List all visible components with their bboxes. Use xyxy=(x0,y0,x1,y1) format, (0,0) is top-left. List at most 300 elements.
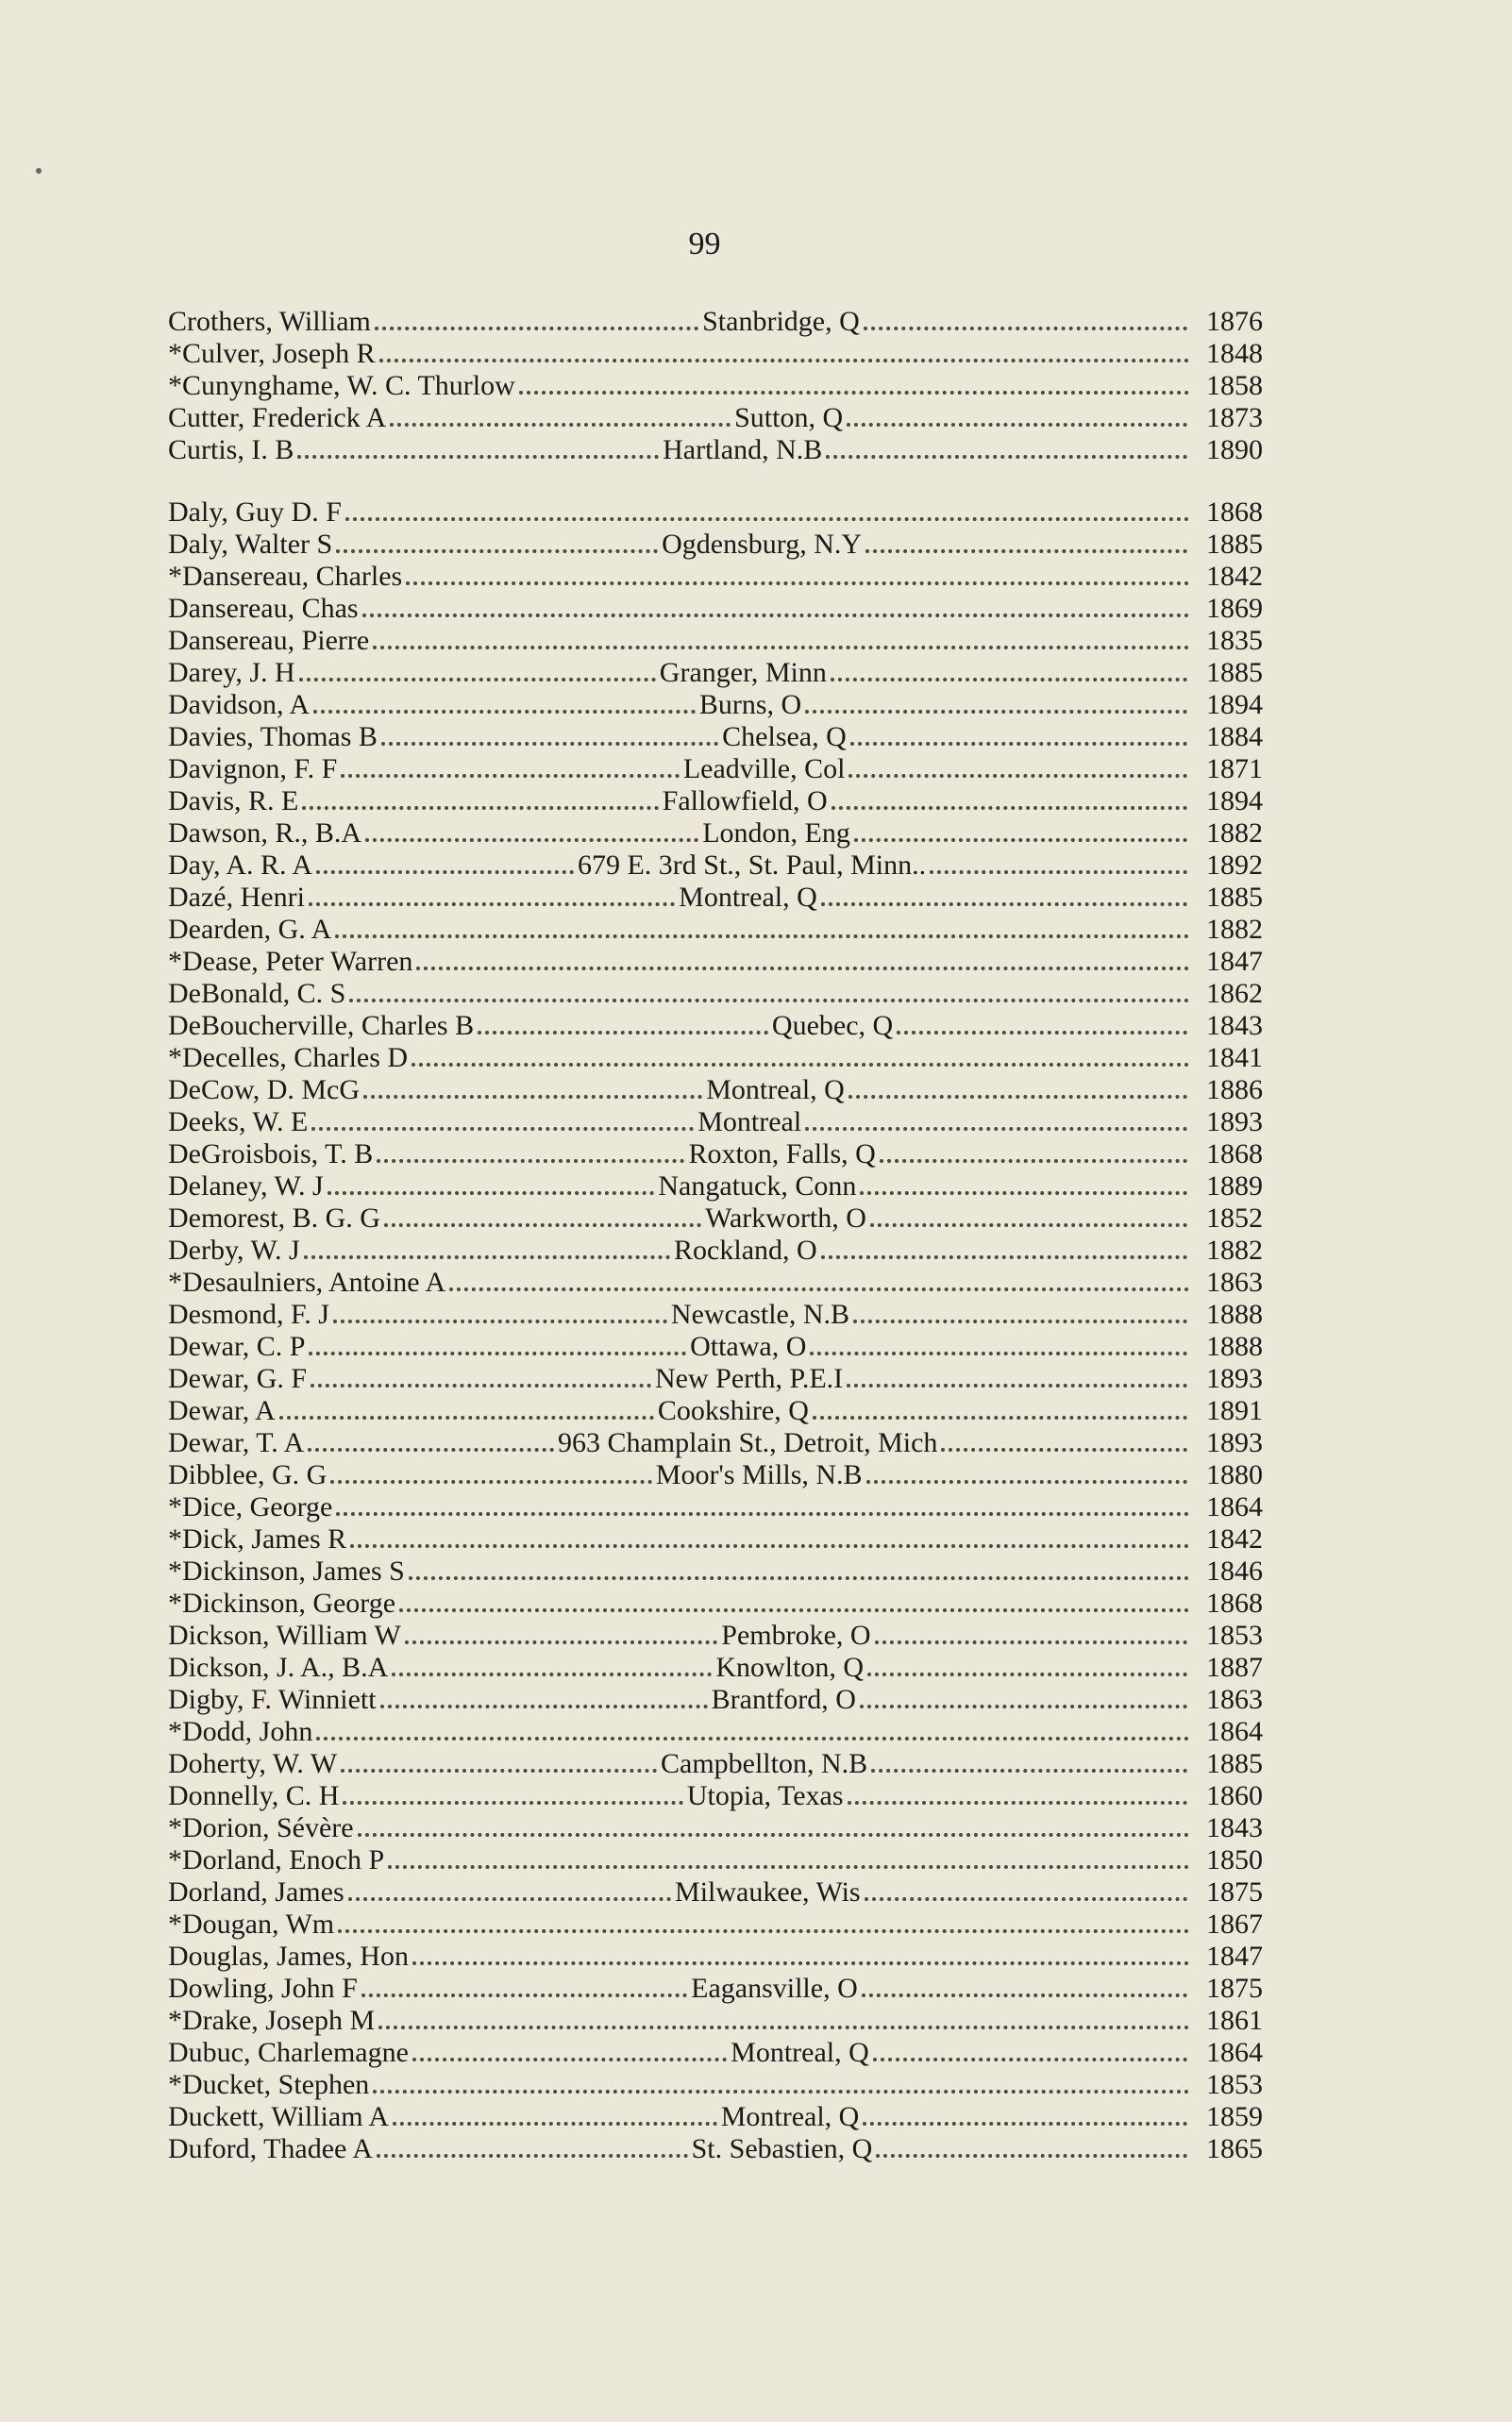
member-residence: Knowlton, Q xyxy=(715,1652,865,1683)
dot-leader xyxy=(848,1095,1187,1099)
dot-leader xyxy=(378,2026,1189,2029)
member-name: Dewar, A xyxy=(168,1395,276,1426)
dot-leader xyxy=(316,870,574,874)
member-residence: Leadville, Col xyxy=(682,753,846,784)
member-name: *Dansereau, Charles xyxy=(168,561,403,592)
member-name: Donnelly, C. H xyxy=(168,1780,340,1811)
dot-leader xyxy=(361,1993,687,1997)
dot-leader xyxy=(304,1255,670,1259)
member-year: 1868 xyxy=(1206,496,1263,528)
dot-leader xyxy=(299,678,656,681)
member-year: 1890 xyxy=(1206,434,1263,465)
register-section xyxy=(168,496,1263,2165)
member-residence: Warkworth, O xyxy=(705,1203,866,1234)
dot-leader xyxy=(865,1897,1187,1901)
register-entry xyxy=(168,2101,1263,2133)
dot-leader xyxy=(399,1608,1189,1612)
register-entry xyxy=(168,625,1263,657)
dot-leader xyxy=(850,742,1187,746)
member-name: Dewar, G. F xyxy=(168,1363,308,1394)
register-entry xyxy=(168,402,1263,434)
dot-leader xyxy=(875,1640,1187,1644)
register-entry xyxy=(168,1523,1263,1556)
dot-leader xyxy=(350,1544,1189,1548)
dot-leader xyxy=(860,1705,1187,1708)
dot-leader xyxy=(362,614,1189,617)
dot-leader xyxy=(336,549,658,553)
register-entry xyxy=(168,657,1263,689)
member-residence: Ottawa, O xyxy=(690,1331,807,1362)
member-name: Digby, F. Winniett xyxy=(168,1684,377,1715)
member-name: Duford, Thadee A xyxy=(168,2133,373,2164)
dot-leader xyxy=(309,1352,686,1355)
dot-leader xyxy=(309,902,675,906)
register-entry xyxy=(168,1812,1263,1844)
dot-leader xyxy=(405,1640,717,1644)
member-residence: New Perth, P.E.I xyxy=(654,1363,844,1394)
member-year: 1859 xyxy=(1206,2101,1263,2132)
member-name: Demorest, B. G. G xyxy=(168,1203,380,1234)
register-entry xyxy=(168,753,1263,785)
register-entry xyxy=(168,1074,1263,1106)
member-name: *Dick, James R xyxy=(168,1523,347,1555)
member-residence: Fallowfield, O xyxy=(662,785,828,816)
member-name: Dazé, Henri xyxy=(168,882,305,913)
dot-leader xyxy=(519,391,1189,395)
member-year: 1894 xyxy=(1206,785,1263,816)
member-year: 1835 xyxy=(1206,625,1263,656)
member-year: 1864 xyxy=(1206,2037,1263,2068)
member-residence: Cookshire, Q xyxy=(657,1395,809,1426)
dot-leader xyxy=(313,710,696,714)
member-year: 1886 xyxy=(1206,1074,1264,1105)
member-name: DeCow, D. McG xyxy=(168,1074,361,1105)
member-year: 1861 xyxy=(1206,2005,1263,2036)
member-name: Delaney, W. J xyxy=(168,1170,324,1202)
member-name: Dewar, C. P xyxy=(168,1331,306,1362)
register-entry xyxy=(168,1652,1263,1684)
member-residence: Rockland, O xyxy=(674,1235,817,1266)
dot-leader xyxy=(854,838,1187,842)
member-residence: Sutton, Q xyxy=(734,402,844,433)
member-name: *Culver, Joseph R xyxy=(168,338,376,369)
register-entry xyxy=(168,1363,1263,1395)
dot-leader xyxy=(328,1191,655,1195)
member-year: 1873 xyxy=(1206,402,1263,433)
dot-leader xyxy=(860,1191,1187,1195)
dot-leader xyxy=(871,1769,1187,1773)
member-residence: Quebec, Q xyxy=(771,1010,894,1041)
register-entry xyxy=(168,1780,1263,1812)
member-name: Dickson, J. A., B.A xyxy=(168,1652,389,1683)
member-name: Desmond, F. J xyxy=(168,1299,329,1330)
dot-leader xyxy=(805,710,1187,714)
register-entry xyxy=(168,1106,1263,1138)
member-year: 1871 xyxy=(1206,753,1264,784)
member-residence: Campbellton, N.B xyxy=(661,1748,868,1779)
member-year: 1885 xyxy=(1206,657,1263,688)
member-residence: Pembroke, O xyxy=(721,1620,871,1651)
member-name: Doherty, W. W xyxy=(168,1748,338,1779)
dot-leader xyxy=(311,1127,694,1131)
member-name: Derby, W. J xyxy=(168,1235,300,1266)
member-name: Dibblee, G. G xyxy=(168,1459,328,1490)
dot-leader xyxy=(847,423,1187,427)
dot-leader xyxy=(363,1095,702,1099)
member-year: 1888 xyxy=(1206,1299,1264,1330)
register-entry xyxy=(168,1427,1263,1459)
member-residence: Newcastle, N.B xyxy=(670,1299,850,1330)
member-residence: Milwaukee, Wis xyxy=(675,1876,861,1908)
register-entry xyxy=(168,1395,1263,1427)
member-residence: Hartland, N.B xyxy=(663,434,823,465)
member-year: 1882 xyxy=(1206,914,1263,945)
member-name: Dawson, R., B.A xyxy=(168,817,362,849)
member-year: 1894 xyxy=(1206,689,1263,720)
member-year: 1891 xyxy=(1206,1395,1264,1426)
dot-leader xyxy=(377,2154,688,2158)
dot-leader xyxy=(941,1448,1187,1452)
page-number: 99 xyxy=(688,227,721,261)
dot-leader xyxy=(308,1448,554,1452)
member-name: Crothers, William xyxy=(168,306,371,337)
member-residence: 679 E. 3rd St., St. Paul, Minn.. xyxy=(577,849,927,881)
member-name: Daly, Walter S xyxy=(168,529,333,560)
dot-leader xyxy=(880,1159,1187,1163)
register-entry xyxy=(168,1684,1263,1716)
dot-leader xyxy=(341,1769,657,1773)
member-year: 1847 xyxy=(1206,946,1263,977)
register-entry xyxy=(168,2069,1263,2101)
register-entry xyxy=(168,1844,1263,1876)
member-residence: Montreal, Q xyxy=(720,2101,860,2132)
member-name: Davignon, F. F xyxy=(168,753,338,784)
member-name: Dearden, G. A xyxy=(168,914,332,945)
member-name: Dowling, John F xyxy=(168,1973,358,2004)
member-year: 1846 xyxy=(1206,1556,1263,1587)
dot-leader xyxy=(813,1416,1187,1420)
member-year: 1885 xyxy=(1206,529,1263,560)
register-entry xyxy=(168,1170,1263,1203)
dot-leader xyxy=(870,1223,1187,1227)
dot-leader xyxy=(377,1159,684,1163)
member-year: 1850 xyxy=(1206,1844,1263,1875)
member-name: Davies, Thomas B xyxy=(168,721,378,752)
register-entry xyxy=(168,946,1263,978)
dot-leader xyxy=(876,2154,1187,2158)
member-year: 1863 xyxy=(1206,1684,1264,1715)
dot-leader xyxy=(848,774,1187,778)
register-entry xyxy=(168,785,1263,817)
register-entry xyxy=(168,1876,1263,1909)
dot-leader xyxy=(832,806,1187,810)
member-year: 1888 xyxy=(1206,1331,1263,1362)
dot-leader xyxy=(897,1031,1187,1034)
member-residence: Ogdensburg, N.Y xyxy=(662,529,863,560)
member-residence: Utopia, Texas xyxy=(686,1780,844,1811)
register-entry xyxy=(168,434,1263,466)
register-entry xyxy=(168,338,1263,370)
register-entry xyxy=(168,721,1263,753)
dot-leader xyxy=(384,1223,701,1227)
dot-leader xyxy=(810,1352,1187,1355)
member-year: 1875 xyxy=(1206,1876,1264,1908)
dot-leader xyxy=(863,2122,1187,2126)
member-residence: Stanbridge, Q xyxy=(702,306,860,337)
dot-leader xyxy=(336,1512,1189,1516)
member-name: Dansereau, Pierre xyxy=(168,625,370,656)
dot-leader xyxy=(302,806,658,810)
member-name: *Ducket, Stephen xyxy=(168,2069,370,2100)
member-residence: Montreal xyxy=(697,1106,802,1137)
member-residence: St. Sebastien, Q xyxy=(691,2133,873,2164)
member-year: 1848 xyxy=(1206,338,1263,369)
member-residence: Roxton, Falls, Q xyxy=(688,1138,876,1169)
member-name: *Dorion, Sévère xyxy=(168,1812,354,1843)
member-year: 1893 xyxy=(1206,1106,1264,1137)
member-residence: Montreal, Q xyxy=(706,1074,845,1105)
member-year: 1847 xyxy=(1206,1941,1263,1972)
member-year: 1869 xyxy=(1206,593,1263,624)
dot-leader xyxy=(392,1673,712,1676)
member-year: 1853 xyxy=(1206,1620,1264,1651)
register-entry xyxy=(168,2005,1263,2037)
member-year: 1892 xyxy=(1206,849,1264,881)
register-entry xyxy=(168,1973,1263,2005)
dot-leader xyxy=(449,1287,1189,1291)
dot-leader xyxy=(865,549,1187,553)
member-name: Dansereau, Chas xyxy=(168,593,359,624)
dot-leader xyxy=(864,327,1187,330)
dot-leader xyxy=(826,455,1187,459)
member-year: 1853 xyxy=(1206,2069,1263,2100)
dot-leader xyxy=(862,1993,1187,1997)
member-name: *Dougan, Wm xyxy=(168,1909,335,1940)
register-entry xyxy=(168,1138,1263,1170)
member-year: 1884 xyxy=(1206,721,1264,752)
member-name: *Dickinson, George xyxy=(168,1588,396,1619)
member-residence: Nangatuck, Conn xyxy=(658,1170,857,1202)
member-name: *Decelles, Charles D xyxy=(168,1042,409,1073)
register-entry xyxy=(168,2037,1263,2069)
member-name: *Dodd, John xyxy=(168,1716,313,1747)
dot-leader xyxy=(380,1705,708,1708)
member-year: 1882 xyxy=(1206,817,1264,849)
member-year: 1889 xyxy=(1206,1170,1264,1202)
member-residence: Eagansville, O xyxy=(691,1973,858,2004)
member-year: 1868 xyxy=(1206,1588,1263,1619)
member-year: 1885 xyxy=(1206,1748,1263,1779)
member-name: Dubuc, Charlemagne xyxy=(168,2037,409,2068)
register-entry xyxy=(168,306,1263,338)
member-year: 1885 xyxy=(1206,882,1263,913)
member-year: 1875 xyxy=(1206,1973,1264,2004)
dot-leader xyxy=(867,1673,1187,1676)
dot-leader xyxy=(388,1865,1189,1869)
dot-leader xyxy=(393,2122,717,2126)
register-entry xyxy=(168,1203,1263,1235)
member-year: 1852 xyxy=(1206,1203,1264,1234)
member-name: Davidson, A xyxy=(168,689,310,720)
member-year: 1887 xyxy=(1206,1652,1263,1683)
member-name: Dewar, T. A xyxy=(168,1427,305,1458)
dot-leader xyxy=(311,1384,651,1388)
dot-leader xyxy=(831,678,1187,681)
register-section xyxy=(168,306,1263,466)
dot-leader xyxy=(316,1737,1189,1741)
dot-leader xyxy=(343,1801,682,1805)
register-entry xyxy=(168,1235,1263,1267)
register-entry xyxy=(168,1299,1263,1331)
member-name: Douglas, James, Hon xyxy=(168,1941,409,1972)
register-entry xyxy=(168,2133,1263,2165)
member-name: *Drake, Joseph M xyxy=(168,2005,376,2036)
dot-leader xyxy=(375,327,698,330)
member-name: *Dorland, Enoch P xyxy=(168,1844,385,1875)
member-year: 1842 xyxy=(1206,561,1263,592)
dot-leader xyxy=(805,1127,1187,1131)
member-name: Daly, Guy D. F xyxy=(168,496,342,528)
dot-leader xyxy=(409,1576,1189,1580)
member-name: Darey, J. H xyxy=(168,657,295,688)
dot-leader xyxy=(412,1961,1189,1965)
member-year: 1880 xyxy=(1206,1459,1264,1490)
dot-leader xyxy=(412,2058,727,2061)
register-entry xyxy=(168,529,1263,561)
dot-leader xyxy=(478,1031,768,1034)
dot-leader xyxy=(333,1320,667,1323)
member-residence: Montreal, Q xyxy=(731,2037,869,2068)
member-year: 1843 xyxy=(1206,1812,1263,1843)
dot-leader xyxy=(390,423,731,427)
member-year: 1882 xyxy=(1206,1235,1264,1266)
dot-leader xyxy=(873,2058,1187,2061)
member-year: 1864 xyxy=(1206,1716,1263,1747)
dot-leader xyxy=(930,870,1187,874)
register-entry xyxy=(168,1941,1263,1973)
register-entry xyxy=(168,882,1263,914)
member-year: 1862 xyxy=(1206,978,1263,1009)
member-year: 1842 xyxy=(1206,1523,1263,1555)
register-entry xyxy=(168,1716,1263,1748)
register-entry xyxy=(168,1331,1263,1363)
dot-leader xyxy=(349,999,1189,1002)
member-residence: Moor's Mills, N.B xyxy=(655,1459,863,1490)
register-entry xyxy=(168,978,1263,1010)
member-year: 1876 xyxy=(1206,306,1263,337)
member-residence: Granger, Minn xyxy=(659,657,827,688)
member-name: Curtis, I. B xyxy=(168,434,294,465)
register-entry xyxy=(168,849,1263,882)
register-entry xyxy=(168,370,1263,402)
dot-leader xyxy=(358,1833,1189,1837)
member-year: 1843 xyxy=(1206,1010,1263,1041)
dot-leader xyxy=(297,455,659,459)
member-year: 1893 xyxy=(1206,1427,1264,1458)
register-entry xyxy=(168,1491,1263,1523)
member-year: 1858 xyxy=(1206,370,1263,401)
member-name: *Dice, George xyxy=(168,1491,333,1522)
member-year: 1864 xyxy=(1206,1491,1263,1522)
register-entry xyxy=(168,1748,1263,1780)
register-entry xyxy=(168,1556,1263,1588)
dot-leader xyxy=(373,646,1189,649)
member-year: 1867 xyxy=(1206,1909,1263,1940)
register-entry xyxy=(168,817,1263,849)
member-residence: Chelsea, Q xyxy=(722,721,847,752)
ink-speck xyxy=(36,168,42,174)
register-entry xyxy=(168,1042,1263,1074)
member-year: 1868 xyxy=(1206,1138,1263,1169)
register-entry xyxy=(168,496,1263,529)
dot-leader xyxy=(341,774,680,778)
dot-leader xyxy=(381,742,718,746)
dot-leader xyxy=(866,1480,1187,1484)
member-residence: 963 Champlain St., Detroit, Mich xyxy=(557,1427,938,1458)
register-entry xyxy=(168,1010,1263,1042)
member-name: DeBonald, C. S xyxy=(168,978,346,1009)
dot-leader xyxy=(847,1384,1187,1388)
dot-leader xyxy=(330,1480,651,1484)
member-name: *Desaulniers, Antoine A xyxy=(168,1267,446,1298)
register-entry xyxy=(168,1588,1263,1620)
dot-leader xyxy=(365,838,698,842)
member-name: Dickson, William W xyxy=(168,1620,401,1651)
member-year: 1865 xyxy=(1206,2133,1263,2164)
register-entry xyxy=(168,1267,1263,1299)
member-name: Deeks, W. E xyxy=(168,1106,309,1137)
member-residence: Montreal, Q xyxy=(679,882,817,913)
dot-leader xyxy=(848,1801,1187,1805)
dot-leader xyxy=(821,902,1187,906)
dot-leader xyxy=(338,1929,1189,1933)
member-year: 1860 xyxy=(1206,1780,1264,1811)
dot-leader xyxy=(345,517,1189,521)
register-entry xyxy=(168,1909,1263,1941)
member-name: Day, A. R. A xyxy=(168,849,313,881)
member-name: Duckett, William A xyxy=(168,2101,390,2132)
member-name: Cutter, Frederick A xyxy=(168,402,387,433)
member-year: 1863 xyxy=(1206,1267,1263,1298)
register-entry xyxy=(168,1459,1263,1491)
member-name: DeGroisbois, T. B xyxy=(168,1138,374,1169)
dot-leader xyxy=(348,1897,671,1901)
member-register xyxy=(168,306,1263,2195)
dot-leader xyxy=(412,1063,1189,1067)
member-name: *Dickinson, James S xyxy=(168,1556,405,1587)
dot-leader xyxy=(853,1320,1187,1323)
dot-leader xyxy=(279,1416,654,1420)
member-name: DeBoucherville, Charles B xyxy=(168,1010,475,1041)
member-year: 1893 xyxy=(1206,1363,1264,1394)
dot-leader xyxy=(821,1255,1187,1259)
member-residence: Brantford, O xyxy=(711,1684,856,1715)
member-residence: London, Eng xyxy=(702,817,850,849)
dot-leader xyxy=(379,359,1189,362)
member-name: Dorland, James xyxy=(168,1876,344,1908)
member-name: *Cunynghame, W. C. Thurlow xyxy=(168,370,515,401)
register-entry xyxy=(168,561,1263,593)
dot-leader xyxy=(373,2090,1189,2094)
dot-leader xyxy=(406,581,1189,585)
register-entry xyxy=(168,689,1263,721)
member-name: Davis, R. E xyxy=(168,785,299,816)
register-entry xyxy=(168,593,1263,625)
member-year: 1841 xyxy=(1206,1042,1263,1073)
member-name: *Dease, Peter Warren xyxy=(168,946,413,977)
member-residence: Burns, O xyxy=(698,689,802,720)
dot-leader xyxy=(335,934,1189,938)
